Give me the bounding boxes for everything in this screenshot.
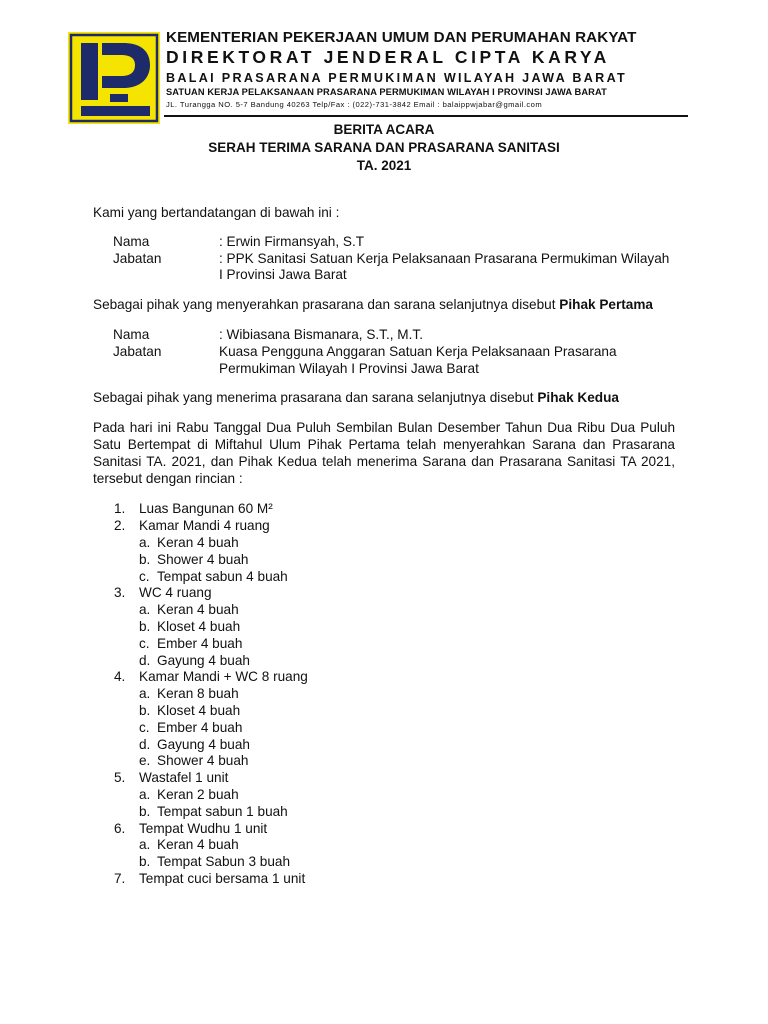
facility-subitem-letter: c. <box>139 719 150 735</box>
facility-subitem-text: Tempat sabun 1 buah <box>157 803 288 819</box>
facility-subitem-letter: c. <box>139 635 150 651</box>
facility-item-text: Kamar Mandi + WC 8 ruang <box>139 669 308 685</box>
facility-subitem-text: Kloset 4 buah <box>157 702 241 718</box>
facility-subitem-letter: a. <box>139 686 151 702</box>
intro-text: Kami yang bertandatangan di bawah ini : <box>93 205 340 220</box>
party2-name-value: : Wibiasana Bismanara, S.T., M.T. <box>219 326 423 342</box>
facility-subitem <box>139 636 675 653</box>
facility-subitem-letter: a. <box>139 837 151 853</box>
facility-item <box>114 585 675 669</box>
title-line-3: TA. 2021 <box>356 158 412 173</box>
facility-subitem <box>139 787 675 804</box>
party1-description <box>93 297 675 314</box>
office-address: JL. Turangga NO. 5-7 Bandung 40263 Telp/Fax : (022)-731-3842 Email : balaippwjabar@gmail.com <box>166 99 543 109</box>
facility-subitem-text: Shower 4 buah <box>157 753 249 769</box>
facility-sublist <box>139 787 675 821</box>
facility-subitem <box>139 720 675 737</box>
facility-item <box>114 821 675 871</box>
facility-subitem-letter: b. <box>139 618 151 634</box>
party2-description-text: Sebagai pihak yang menerima prasarana dan sarana selanjutnya disebut <box>93 390 538 406</box>
party2-name-label: Nama <box>113 326 150 342</box>
facility-subitem <box>139 602 675 619</box>
party1-name-label: Nama <box>113 233 150 249</box>
facility-sublist <box>139 686 675 770</box>
party2-position-label: Jabatan <box>113 343 162 359</box>
facility-item-number: 4. <box>114 669 126 685</box>
facility-subitem-letter: a. <box>139 602 151 618</box>
facility-subitem-text: Keran 4 buah <box>157 534 239 550</box>
party2-description <box>93 390 675 407</box>
facility-subitem-text: Gayung 4 buah <box>157 736 250 752</box>
party1-role: Pihak Pertama <box>559 297 653 313</box>
facility-subitem-text: Keran 8 buah <box>157 686 239 702</box>
facility-item-number: 7. <box>114 870 126 886</box>
party2-name-row <box>113 327 675 344</box>
facility-subitem <box>139 569 675 586</box>
facility-item-text: Tempat Wudhu 1 unit <box>139 820 268 836</box>
facility-subitem-letter: b. <box>139 551 151 567</box>
party2-position-value: Kuasa Pengguna Anggaran Satuan Kerja Pelaksanaan Prasarana Permukiman Wilayah I Provinsi Jawa Barat <box>219 343 617 376</box>
office-name: BALAI PRASARANA PERMUKIMAN WILAYAH JAWA BARAT <box>166 70 628 85</box>
facility-subitem-letter: c. <box>139 568 150 584</box>
facility-subitem-letter: b. <box>139 702 151 718</box>
facility-subitem <box>139 737 675 754</box>
facility-subitem-text: Ember 4 buah <box>157 719 243 735</box>
facility-item-number: 2. <box>114 518 126 534</box>
facility-subitem-text: Shower 4 buah <box>157 551 249 567</box>
facility-subitem-text: Gayung 4 buah <box>157 652 250 668</box>
party2-identity <box>113 327 675 377</box>
facility-item-text: Wastafel 1 unit <box>139 770 229 786</box>
facility-item-text: Luas Bangunan 60 M² <box>139 501 273 517</box>
document-body <box>93 205 675 888</box>
facility-subitem <box>139 854 675 871</box>
facility-subitem-text: Keran 2 buah <box>157 786 239 802</box>
facility-sublist <box>139 837 675 871</box>
facility-sublist <box>139 602 675 669</box>
facility-item-text: Tempat cuci bersama 1 unit <box>139 870 306 886</box>
facility-item-number: 5. <box>114 770 126 786</box>
facility-subitem-letter: d. <box>139 736 151 752</box>
facility-subitem <box>139 686 675 703</box>
facility-subitem <box>139 703 675 720</box>
directorate-name: DIREKTORAT JENDERAL CIPTA KARYA <box>166 47 610 68</box>
facility-item-text: Kamar Mandi 4 ruang <box>139 518 270 534</box>
party1-position-row <box>113 251 675 285</box>
facility-subitem-text: Keran 4 buah <box>157 837 239 853</box>
facility-subitem <box>139 619 675 636</box>
facility-item-number: 1. <box>114 501 126 517</box>
facility-subitem-letter: b. <box>139 803 151 819</box>
letterhead-divider <box>164 115 688 117</box>
facility-item-number: 6. <box>114 820 126 836</box>
facility-subitem-letter: a. <box>139 534 151 550</box>
document-title <box>0 121 768 175</box>
facility-subitem-letter: e. <box>139 753 151 769</box>
facility-subitem-text: Keran 4 buah <box>157 602 239 618</box>
facility-item <box>114 501 675 518</box>
facility-subitem-letter: d. <box>139 652 151 668</box>
facility-subitem <box>139 804 675 821</box>
title-line-2: SERAH TERIMA SARANA DAN PRASARANA SANITASI <box>208 140 560 155</box>
facility-subitem <box>139 753 675 770</box>
ministry-name: KEMENTERIAN PEKERJAAN UMUM DAN PERUMAHAN RAKYAT <box>166 29 637 46</box>
facility-subitem <box>139 837 675 854</box>
party2-role: Pihak Kedua <box>537 390 619 406</box>
party1-identity <box>113 234 675 284</box>
facility-subitem-text: Ember 4 buah <box>157 635 243 651</box>
party1-description-text: Sebagai pihak yang menyerahkan prasarana dan sarana selanjutnya disebut <box>93 297 560 313</box>
facility-item <box>114 770 675 820</box>
facility-subitem-text: Tempat Sabun 3 buah <box>157 854 291 870</box>
facility-subitem <box>139 535 675 552</box>
facility-sublist <box>139 535 675 585</box>
pu-logo-icon <box>68 32 160 124</box>
facility-item <box>114 518 675 585</box>
party1-name-row <box>113 234 675 251</box>
handover-statement: Pada hari ini Rabu Tanggal Dua Puluh Sembilan Bulan Desember Tahun Dua Ribu Dua Puluh Satu Bertempat di Miftahul Ulum Pihak Pertama telah menyerahkan Sarana dan Prasarana Sanitasi TA. 2021, dan Pihak Kedua telah menerima Sarana dan Prasarana Sanitasi TA 2021, tersebut dengan rincian : <box>93 420 675 486</box>
facility-item <box>114 871 675 888</box>
title-line-1: BERITA ACARA <box>333 122 435 137</box>
party1-name-value: : Erwin Firmansyah, S.T <box>219 233 365 249</box>
facility-item-text: WC 4 ruang <box>139 585 212 601</box>
facility-subitem-text: Tempat sabun 4 buah <box>157 568 288 584</box>
party2-position-row <box>113 344 675 378</box>
letterhead-text <box>166 26 688 108</box>
letterhead <box>68 26 688 118</box>
facility-item-number: 3. <box>114 585 126 601</box>
unit-name: SATUAN KERJA PELAKSANAAN PRASARANA PERMUKIMAN WILAYAH I PROVINSI JAWA BARAT <box>166 87 607 98</box>
facility-subitem-text: Kloset 4 buah <box>157 618 241 634</box>
facility-list <box>114 501 675 887</box>
party1-position-label: Jabatan <box>113 250 162 266</box>
party1-position-value: : PPK Sanitasi Satuan Kerja Pelaksanaan Prasarana Permukiman Wilayah I Provinsi Jawa Barat <box>219 250 670 283</box>
facility-subitem <box>139 552 675 569</box>
facility-item <box>114 669 675 770</box>
facility-subitem-letter: a. <box>139 786 151 802</box>
facility-subitem-letter: b. <box>139 854 151 870</box>
facility-subitem <box>139 653 675 670</box>
